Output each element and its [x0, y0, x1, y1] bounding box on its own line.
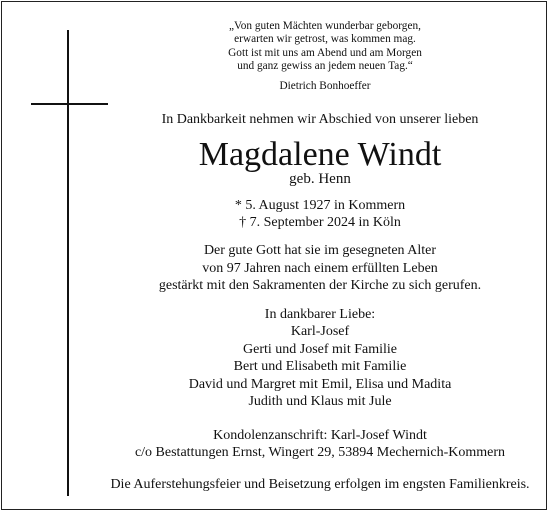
condolence-line: c/o Bestattungen Ernst, Wingert 29, 53894 Mechernich-Kommern	[134, 445, 506, 460]
condolence-address	[90, 427, 550, 462]
birth-date: * 5. August 1927 in Kommern	[234, 198, 406, 213]
cross-icon-vertical	[67, 30, 69, 496]
intro-text: In Dankbarkeit nehmen wir Abschied von unserer lieben	[161, 112, 479, 127]
mourner-name: Judith und Klaus mit Jule	[248, 394, 392, 409]
notice-body	[90, 111, 550, 493]
mourners-heading: In dankbarer Liebe:	[264, 306, 376, 322]
poem-line: Gott ist mit uns am Abend und am Morgen	[228, 46, 422, 59]
message-line: Der gute Gott hat sie im gesegneten Alter	[203, 243, 437, 258]
mourner-name: Gerti und Josef mit Familie	[243, 341, 397, 357]
poem-line: und ganz gewiss an jedem neuen Tag.“	[237, 59, 413, 72]
poem-author: Dietrich Bonhoeffer	[279, 80, 371, 93]
deceased-name: Magdalene Windt	[198, 136, 442, 173]
condolence-line: Kondolenzanschrift: Karl-Josef Windt	[213, 427, 427, 443]
message-line: von 97 Jahren nach einem erfüllten Leben	[202, 260, 438, 276]
funeral-note: Die Auferstehungsfeier und Beisetzung erfolgen im engsten Familienkreis.	[110, 476, 530, 492]
death-date: † 7. September 2024 in Köln	[239, 215, 401, 230]
mourners-list	[90, 306, 550, 411]
life-dates	[90, 197, 550, 231]
maiden-name: geb. Henn	[289, 171, 351, 187]
poem-line: „Von guten Mächten wunderbar geborgen,	[229, 20, 421, 32]
memorial-message	[90, 242, 550, 295]
mourner-name: Karl-Josef	[290, 324, 350, 339]
message-line: gestärkt mit den Sakramenten der Kirche zu sich gerufen.	[158, 278, 482, 293]
poem-quote	[200, 20, 450, 93]
mourner-name: Bert und Elisabeth mit Familie	[233, 359, 407, 374]
cross-icon-horizontal	[31, 103, 108, 105]
poem-line: erwarten wir getrost, was kommen mag.	[234, 33, 416, 46]
mourner-name: David und Margret mit Emil, Elisa und Madita	[188, 376, 452, 392]
